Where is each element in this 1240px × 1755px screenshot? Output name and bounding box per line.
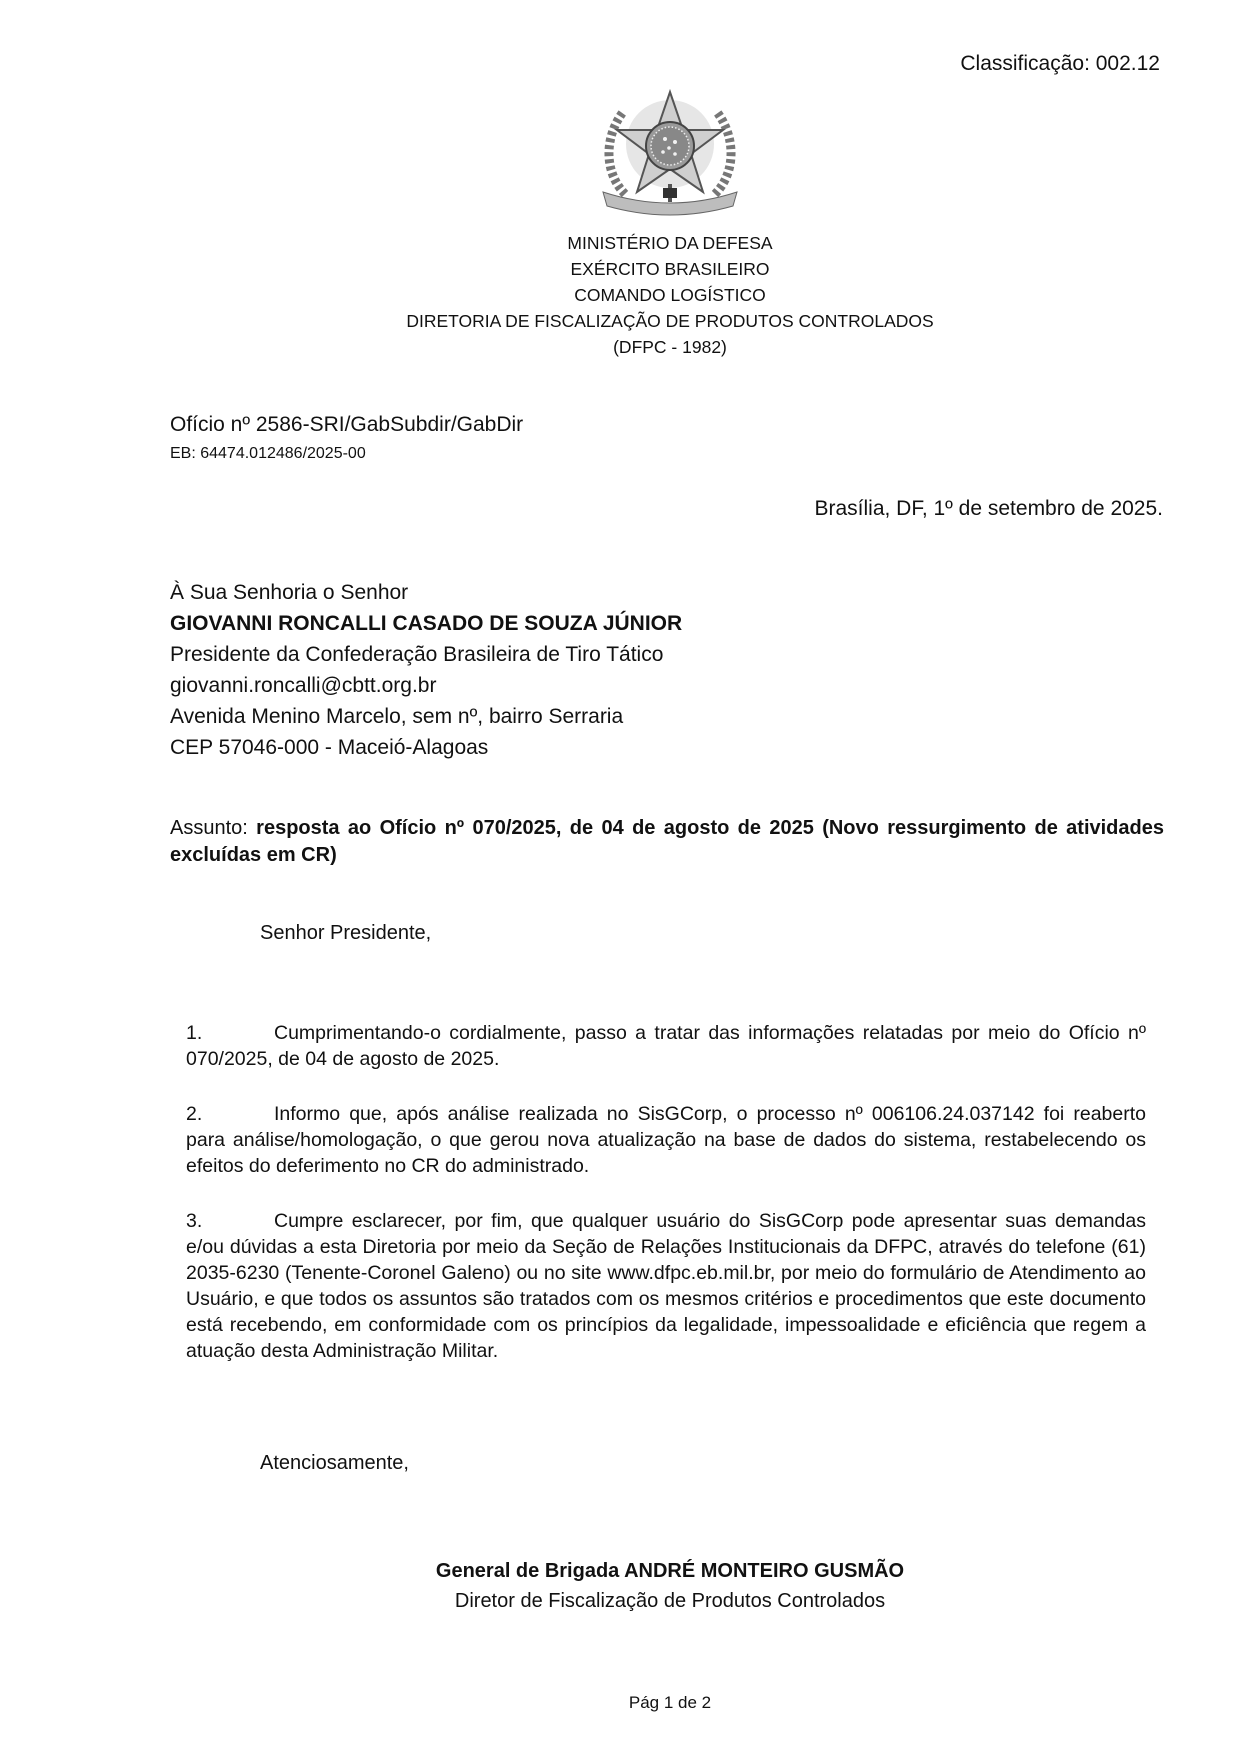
oficio-number: Ofício nº 2586-SRI/GabSubdir/GabDir (170, 413, 524, 436)
paragraph-number: 2. (186, 1103, 203, 1125)
paragraph-number: 1. (186, 1022, 203, 1044)
ministry-line: MINISTÉRIO DA DEFESA (567, 233, 773, 253)
closing: Atenciosamente, (260, 1452, 409, 1474)
classification-code: Classificação: 002.12 (960, 52, 1160, 75)
recipient-cep-city: CEP 57046-000 - Maceió-Alagoas (170, 736, 489, 759)
recipient-email: giovanni.roncalli@cbtt.org.br (170, 674, 437, 697)
signatory-name: General de Brigada ANDRÉ MONTEIRO GUSMÃO (435, 1560, 905, 1582)
recipient-salutation: À Sua Senhoria o Senhor (170, 581, 409, 604)
recipient-address: Avenida Menino Marcelo, sem nº, bairro Serraria (170, 705, 624, 728)
recipient-title: Presidente da Confederação Brasileira de Tiro Tático (170, 643, 664, 666)
paragraph-1 (186, 1020, 1146, 1072)
subject-line (170, 815, 1164, 869)
subject-text: resposta ao Ofício nº 070/2025, de 04 de agosto de 2025 (Novo ressurgimento de atividades excluídas em CR) (170, 817, 1164, 866)
place-date: Brasília, DF, 1º de setembro de 2025. (814, 497, 1163, 520)
paragraph-text: Cumpre esclarecer, por fim, que qualquer usuário do SisGCorp pode apresentar suas demandas e/ou dúvidas a esta Diretoria por meio da Seção de Relações Institucionais da DFPC, através do telefone (61) 2035-6230 (Tenente-Coronel Galeno) ou no site www.dfpc.eb.mil.br, por meio do formulário de Atendimento ao Usuário, e que todos os assuntos são tratados com os mesmos critérios e procedimentos que este documento está recebendo, em conformidade com os princípios da legalidade, impessoalidade e eficiência que regem a atuação desta Administração Militar. (186, 1210, 1146, 1362)
directorate-line: DIRETORIA DE FISCALIZAÇÃO DE PRODUTOS CONTROLADOS (406, 311, 934, 331)
paragraph-text: Cumprimentando-o cordialmente, passo a tratar das informações relatadas por meio do Ofício nº 070/2025, de 04 de agosto de 2025. (186, 1022, 1146, 1070)
paragraph-number: 3. (186, 1210, 203, 1232)
paragraph-2 (186, 1101, 1146, 1179)
recipient-block (170, 577, 682, 763)
command-line: COMANDO LOGÍSTICO (574, 285, 766, 305)
eb-protocol: EB: 64474.012486/2025-00 (170, 445, 366, 462)
army-line: EXÉRCITO BRASILEIRO (570, 259, 770, 279)
paragraph-3 (186, 1208, 1146, 1364)
salutation: Senhor Presidente, (260, 922, 432, 944)
subject-label: Assunto: (170, 817, 257, 839)
coat-of-arms-icon (595, 84, 745, 216)
paragraph-text: Informo que, após análise realizada no SisGCorp, o processo nº 006106.24.037142 foi reaberto para análise/homologação, o que gerou nova atualização na base de dados do sistema, restabelecendo os efeitos do deferimento no CR do administrado. (186, 1103, 1146, 1177)
recipient-name: GIOVANNI RONCALLI CASADO DE SOUZA JÚNIOR (170, 612, 683, 635)
letterhead (0, 230, 1240, 360)
page-number: Pág 1 de 2 (628, 1693, 712, 1712)
directorate-acronym-line: (DFPC - 1982) (613, 337, 727, 357)
signatory-role: Diretor de Fiscalização de Produtos Controlados (454, 1590, 886, 1612)
